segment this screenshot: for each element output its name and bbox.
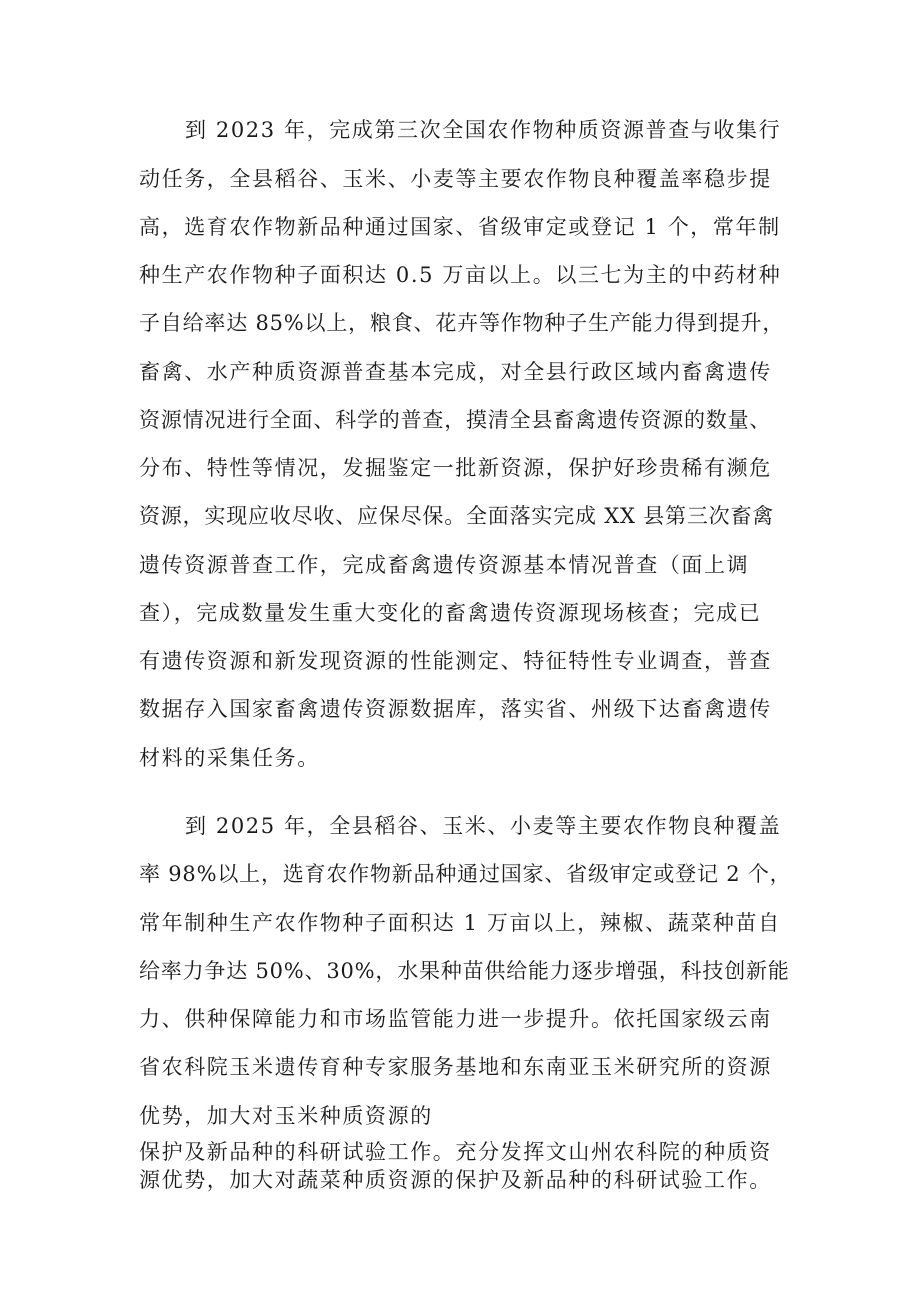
paragraph-1-line-6: 畜禽、水产种质资源普查基本完成，对全县行政区域内畜禽遗传 [139,360,772,384]
paragraph-2-line-3: 常年制种生产农作物种子面积达 1 万亩以上，辣椒、蔬菜种苗自 [139,911,781,935]
paragraph-1-line-7: 资源情况进行全面、科学的普查，摸清全县畜禽遗传资源的数量、 [139,408,772,432]
paragraph-2-line-2: 率 98%以上，选育农作物新品种通过国家、省级审定或登记 2 个， [139,862,792,886]
paragraph-1-line-3: 高，选育农作物新品种通过国家、省级审定或登记 1 个，常年制 [139,215,781,239]
paragraph-2-line-8: 保护及新品种的科研试验工作。充分发挥文山州农科院的种质资 [139,1140,772,1164]
paragraph-2-line-1: 到 2025 年，全县稻谷、玉米、小麦等主要农作物良种覆盖 [185,814,782,838]
paragraph-1-line-5: 子自给率达 85%以上，粮食、花卉等作物种子生产能力得到提升， [139,311,785,335]
paragraph-2-line-6: 省农科院玉米遗传育种专家服务基地和东南亚玉米研究所的资源 [139,1055,772,1079]
paragraph-1-line-9: 资源，实现应收尽收、应保尽保。全面落实完成 XX 县第三次畜禽 [139,504,775,528]
paragraph-1-line-2: 动任务，全县稻谷、玉米、小麦等主要农作物良种覆盖率稳步提 [139,167,772,191]
paragraph-1-line-14: 材料的采集任务。 [139,746,320,770]
paragraph-1-line-12: 有遗传资源和新发现资源的性能测定、特征特性专业调查，普查 [139,649,772,673]
paragraph-1-line-11: 查），完成数量发生重大变化的畜禽遗传资源现场核查；完成已 [139,601,762,625]
paragraph-1-line-4: 种生产农作物种子面积达 0.5 万亩以上。以三七为主的中药材种 [139,263,782,287]
paragraph-1-line-10: 遗传资源普查工作，完成畜禽遗传资源基本情况普查（面上调 [139,553,750,577]
paragraph-2-line-9: 源优势，加大对蔬菜种质资源的保护及新品种的科研试验工作。 [139,1168,772,1192]
paragraph-2-line-7: 优势，加大对玉米种质资源的 [139,1104,433,1128]
paragraph-2-line-5: 力、供种保障能力和市场监管能力进一步提升。依托国家级云南 [139,1007,772,1031]
paragraph-1-line-13: 数据存入国家畜禽遗传资源数据库，落实省、州级下达畜禽遗传 [139,697,772,721]
paragraph-2-line-4: 给率力争达 50%、30%，水果种苗供给能力逐步增强，科技创新能 [139,959,790,983]
paragraph-1-line-1: 到 2023 年，完成第三次全国农作物种质资源普查与收集行 [185,118,782,142]
paragraph-1-line-8: 分布、特性等情况，发掘鉴定一批新资源，保护好珍贵稀有濒危 [139,456,772,480]
